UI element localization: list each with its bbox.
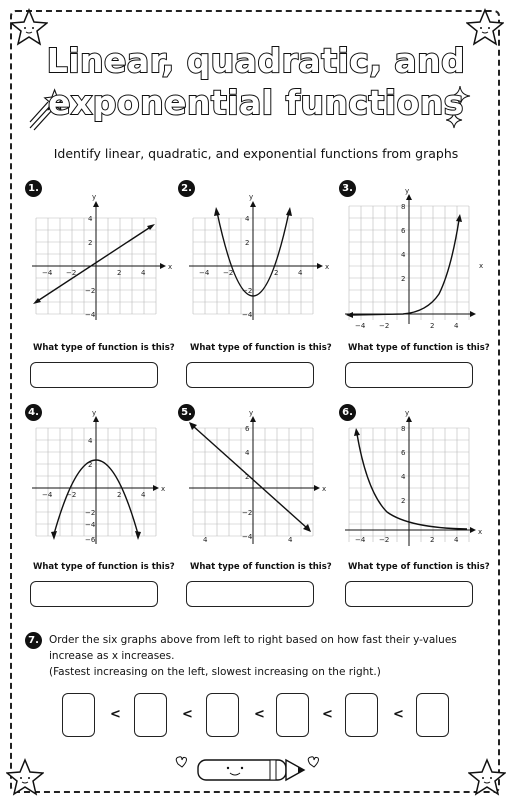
graph-5-xtick: 4 [203,536,208,544]
less-than-sign: < [110,707,121,722]
graph-4-xtick: −2 [66,491,77,499]
page-subtitle: Identify linear, quadratic, and exponential functions from graphs [53,146,459,161]
page-title-line2: exponential functions [48,83,464,122]
question-7-line2: increase as x increases. [49,650,175,662]
problem-number-2: 2. [178,180,195,197]
graph-1-ytick: 2 [88,239,93,247]
graph-2 [185,190,335,335]
question-3: What type of function is this? [348,343,490,353]
graph-3-xtick: −2 [379,322,390,330]
graph-4 [28,409,178,557]
graph-3-xtick: 2 [430,322,435,330]
problem-number-5: 5. [178,404,195,421]
problem-number-3: 3. [339,180,356,197]
graph-2-ytick: 2 [245,239,250,247]
graph-5-ytick: −2 [242,509,253,517]
graph-3-xtick: 4 [454,322,459,330]
graph-4-xlabel: x [161,485,166,493]
graph-4-ytick: −2 [85,509,96,517]
star-icon [466,8,504,46]
graph-6-xtick: 2 [430,536,435,544]
graph-6-ytick: 8 [401,425,406,433]
star-icon [6,758,44,796]
answer-box-2[interactable] [186,362,314,388]
problem-number-7: 7. [25,632,42,649]
graph-2-xtick: 4 [298,269,303,277]
graph-6-ytick: 2 [401,497,406,505]
graph-1-ytick: −2 [85,287,96,295]
graph-3-ytick: 8 [401,203,406,211]
graph-2-xlabel: x [325,263,330,271]
graph-5-xlabel: x [322,485,327,493]
graph-5 [185,409,335,557]
graph-5-xtick: 4 [288,536,293,544]
answer-box-4[interactable] [30,581,158,607]
question-7 [49,632,479,680]
graph-1-ylabel: y [92,193,97,201]
graph-4-ytick: −6 [85,536,96,544]
order-box-3[interactable] [206,693,239,737]
page-title-line1: Linear, quadratic, and [46,41,466,80]
question-6: What type of function is this? [348,562,490,572]
graph-1-xtick: −4 [42,269,53,277]
question-7-line3: (Fastest increasing on the left, slowest increasing on the right.) [49,666,381,678]
graph-6-ylabel: y [405,409,410,417]
graph-6 [343,409,493,557]
graph-3-xtick: −4 [355,322,366,330]
graph-5-ytick: 4 [245,449,250,457]
graph-3-ytick: 2 [401,275,406,283]
order-box-1[interactable] [62,693,95,737]
answer-box-5[interactable] [186,581,314,607]
graph-1-xtick: 4 [141,269,146,277]
graph-6-xtick: −2 [379,536,390,544]
graph-4-ylabel: y [92,409,97,417]
graph-2-ytick: −4 [242,311,253,319]
graph-3-ytick: 6 [401,227,406,235]
question-5: What type of function is this? [190,562,332,572]
graph-4-ytick: 4 [88,437,93,445]
order-box-4[interactable] [276,693,309,737]
graph-1 [28,190,178,335]
graph-3-ytick: 4 [401,251,406,259]
pencil-icon [170,750,330,788]
graph-1-ytick: 4 [88,215,93,223]
order-box-5[interactable] [345,693,378,737]
graph-1-ytick: −4 [85,311,96,319]
graph-6-ytick: 6 [401,449,406,457]
graph-1-xlabel: x [168,263,173,271]
graph-2-ylabel: y [249,193,254,201]
graph-5-ylabel: y [249,409,254,417]
graph-3-ylabel: y [405,187,410,195]
graph-3-xlabel: x [479,262,484,270]
graph-2-ytick: −2 [242,287,253,295]
star-icon [468,758,506,796]
star-icon [10,8,48,46]
graph-3 [343,187,493,335]
problem-number-4: 4. [25,404,42,421]
less-than-sign: < [322,707,333,722]
less-than-sign: < [254,707,265,722]
graph-5-ytick: 6 [245,425,250,433]
graph-2-xtick: −4 [199,269,210,277]
graph-4-ytick: −4 [85,521,96,529]
order-box-2[interactable] [134,693,167,737]
answer-box-3[interactable] [345,362,473,388]
graph-2-ytick: 4 [245,215,250,223]
graph-6-xlabel: x [478,528,483,536]
graph-6-ytick: 4 [401,473,406,481]
graph-2-xtick: −2 [223,269,234,277]
question-1: What type of function is this? [33,343,175,353]
graph-4-xtick: 2 [117,491,122,499]
problem-number-1: 1. [25,180,42,197]
graph-6-xtick: 4 [454,536,459,544]
graph-1-xtick: 2 [117,269,122,277]
answer-box-6[interactable] [345,581,473,607]
less-than-sign: < [182,707,193,722]
graph-4-xtick: 4 [141,491,146,499]
question-7-line1: Order the six graphs above from left to right based on how fast their y-values [49,634,457,646]
graph-4-ytick: 2 [88,461,93,469]
answer-box-1[interactable] [30,362,158,388]
graph-1-xtick: −2 [66,269,77,277]
graph-6-xtick: −4 [355,536,366,544]
problem-number-6: 6. [339,404,356,421]
question-4: What type of function is this? [33,562,175,572]
question-2: What type of function is this? [190,343,332,353]
graph-2-xtick: 2 [274,269,279,277]
order-box-6[interactable] [416,693,449,737]
less-than-sign: < [393,707,404,722]
graph-5-ytick: 2 [245,473,250,481]
graph-5-ytick: −4 [242,533,253,541]
graph-4-xtick: −4 [42,491,53,499]
